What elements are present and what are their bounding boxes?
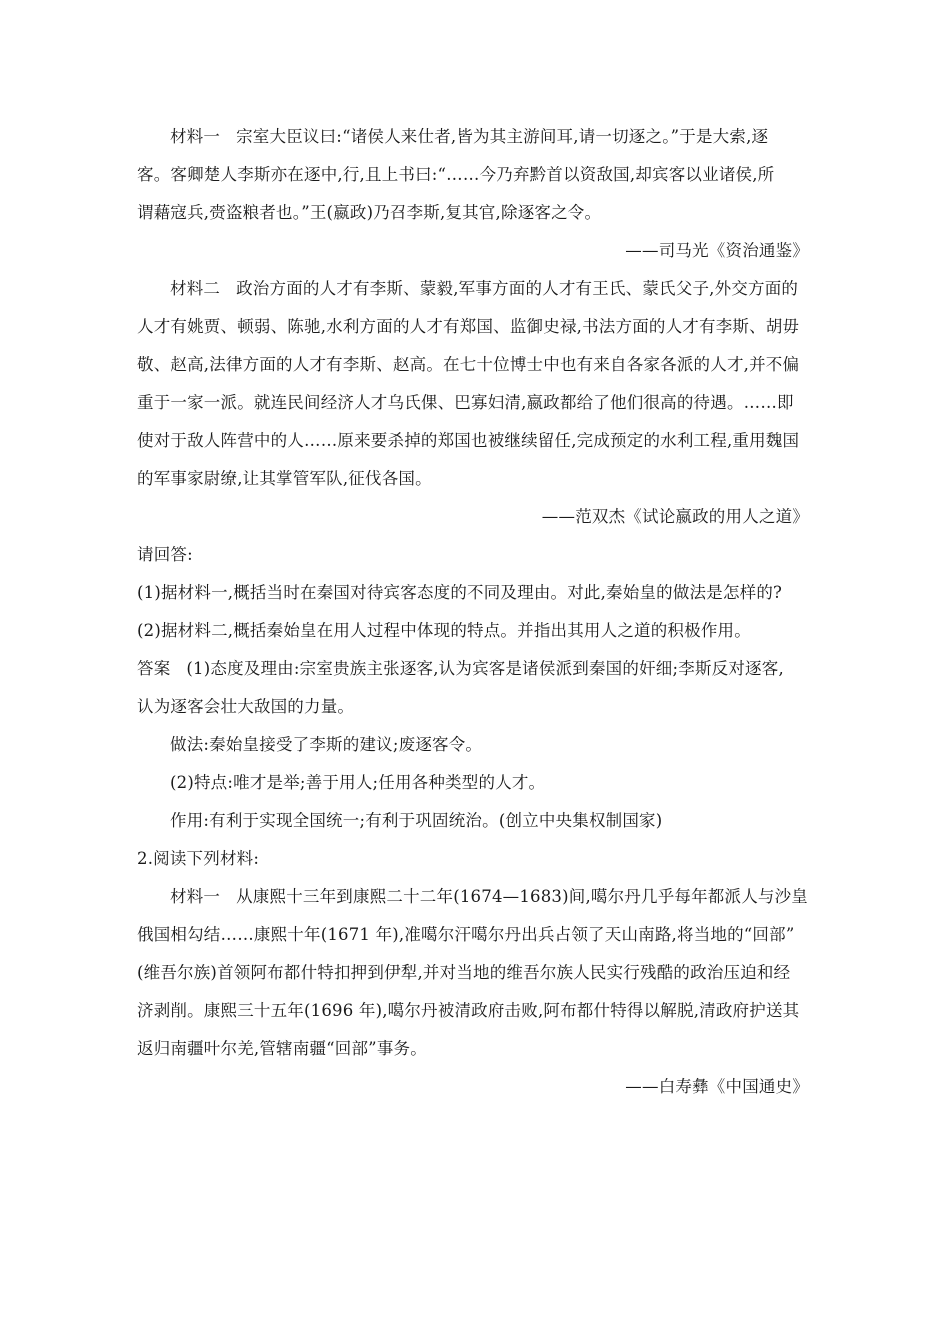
q1-answer-line-1: 答案 (1)态度及理由:宗室贵族主张逐客,认为宾客是诸侯派到秦国的奸细;李斯反对逐客, bbox=[137, 659, 784, 678]
q1-question-1: (1)据材料一,概括当时在秦国对待宾客态度的不同及理由。对此,秦始皇的做法是怎样的? bbox=[137, 583, 783, 602]
q1-material-1-source: ——司马光《资治通鉴》 bbox=[625, 241, 809, 260]
q1-material-2-source: ——范双杰《试论嬴政的用人之道》 bbox=[541, 507, 809, 526]
q2-material-1-line-2: 俄国相勾结……康熙十年(1671 年),准噶尔汗噶尔丹出兵占领了天山南路,将当地的“回部” bbox=[137, 925, 795, 944]
q1-material-2-line-2: 人才有姚贾、顿弱、陈驰,水利方面的人才有郑国、监御史禄,书法方面的人才有李斯、胡毋 bbox=[137, 317, 800, 336]
q1-answer-features: (2)特点:唯才是举;善于用人;任用各种类型的人才。 bbox=[170, 773, 546, 792]
material-label: 材料二 bbox=[170, 279, 221, 298]
q2-material-1-line-1: 材料一 从康熙十三年到康熙二十二年(1674—1683)间,噶尔丹几乎每年都派人与沙皇 bbox=[170, 887, 809, 906]
q2-material-1-source: ——白寿彝《中国通史》 bbox=[625, 1077, 809, 1096]
q1-material-2-line-3: 敬、赵高,法律方面的人才有李斯、赵高。在七十位博士中也有来自各家各派的人才,并不偏 bbox=[137, 355, 800, 374]
q2-material-1-line-3: (维吾尔族)首领阿布都什特扣押到伊犁,并对当地的维吾尔族人民实行残酷的政治压迫和经 bbox=[137, 963, 791, 982]
answer-label: 答案 bbox=[137, 659, 171, 678]
q1-answer-line-2: 认为逐客会壮大敌国的力量。 bbox=[137, 697, 355, 716]
q1-prompt: 请回答: bbox=[137, 545, 193, 564]
q1-material-1-line-3: 谓藉寇兵,赍盗粮者也。”王(嬴政)乃召李斯,复其官,除逐客之令。 bbox=[137, 203, 602, 222]
q1-material-1-line-1: 材料一 宗室大臣议曰:“诸侯人来仕者,皆为其主游间耳,请一切逐之。”于是大索,逐 bbox=[170, 127, 769, 146]
material-label: 材料一 bbox=[170, 127, 221, 146]
q2-heading: 2.阅读下列材料: bbox=[137, 849, 260, 868]
document-page bbox=[137, 118, 809, 1106]
q1-material-2-line-1: 材料二 政治方面的人才有李斯、蒙毅,军事方面的人才有王氏、蒙氏父子,外交方面的 bbox=[170, 279, 799, 298]
q1-question-2: (2)据材料二,概括秦始皇在用人过程中体现的特点。并指出其用人之道的积极作用。 bbox=[137, 621, 751, 640]
q1-material-1-line-2: 客。客卿楚人李斯亦在逐中,行,且上书曰:“……今乃弃黔首以资敌国,却宾客以业诸侯,所 bbox=[137, 165, 775, 184]
q1-material-2-line-6: 的军事家尉缭,让其掌管军队,征伐各国。 bbox=[137, 469, 432, 488]
q2-material-1-line-5: 返归南疆叶尔羌,管辖南疆“回部”事务。 bbox=[137, 1039, 427, 1058]
q1-material-2-line-4: 重于一家一派。就连民间经济人才乌氏倮、巴寡妇清,嬴政都给了他们很高的待遇。……即 bbox=[137, 393, 794, 412]
q1-answer-effects: 作用:有利于实现全国统一;有利于巩固统治。(创立中央集权制国家) bbox=[170, 811, 663, 830]
q1-material-2-line-5: 使对于敌人阵营中的人……原来要杀掉的郑国也被继续留任,完成预定的水利工程,重用魏国 bbox=[137, 431, 800, 450]
material-label: 材料一 bbox=[170, 887, 221, 906]
q1-answer-method: 做法:秦始皇接受了李斯的建议;废逐客令。 bbox=[170, 735, 483, 754]
q2-material-1-line-4: 济剥削。康熙三十五年(1696 年),噶尔丹被清政府击败,阿布都什特得以解脱,清政府护送其 bbox=[137, 1001, 800, 1020]
